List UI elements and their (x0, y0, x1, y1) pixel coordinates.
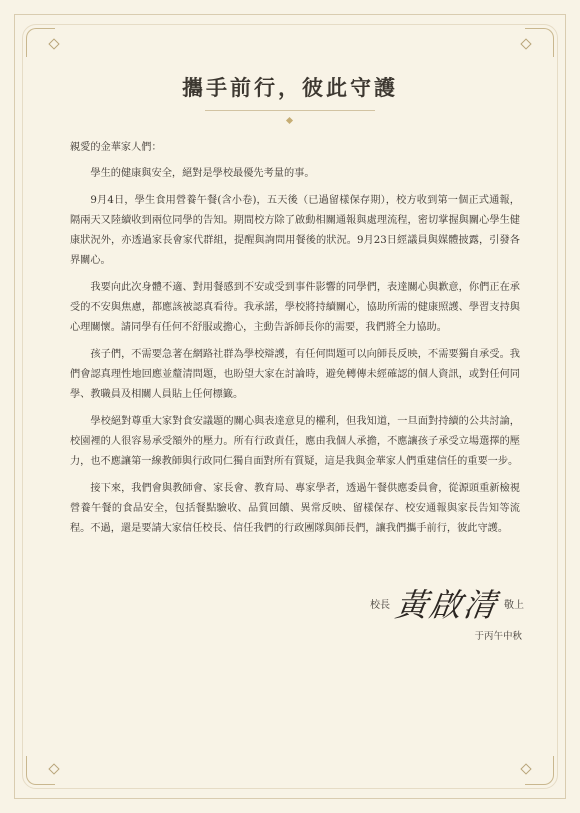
letter-date: 于丙午中秋 (474, 631, 522, 642)
paragraph-4: 孩子們，不需要急著在網路社群為學校辯護，有任何問題可以向師長反映，不需要獨自承受。我們會認真理性地回應並釐清問題，也盼望大家在討論時，避免轉傳未經確認的個人資訊，或對任何同學、教職員及相關人員貼上任何標籤。 (70, 349, 520, 400)
signature-block (370, 578, 524, 628)
letter-title: 攜手前行，彼此守護 (182, 75, 398, 100)
paragraph-6: 接下來，我們會與教師會、家長會、教育局、專家學者，透過午餐供應委員會，從源頭重新檢視營養午餐的食品安全，包括餐點驗收、品質回饋、異常反映、留樣保存、校安通報與家長告知等流程。不過，還是要請大家信任校長、信任我們的行政團隊與師長們，讓我們攜手前行，彼此守護。 (70, 483, 520, 534)
letter-body (70, 138, 520, 546)
paragraph-5: 學校絕對尊重大家對食安議題的關心與表達意見的權利，但我知道，一旦面對持續的公共討論，校園裡的人很容易承受額外的壓力。所有行政責任，應由我個人承擔，不應讓孩子承受立場選擇的壓力，也不應讓第一線教師與行政同仁獨自面對所有質疑，這是我與金華家人們重建信任的重要一步。 (70, 416, 520, 467)
salutation: 親愛的金華家人們： (70, 142, 162, 153)
signature-prefix: 校長 (369, 599, 390, 611)
signature-suffix: 敬上 (504, 599, 524, 611)
paragraph-2: 9月4日，學生食用營養午餐(含小卷)，五天後（已過留樣保存期），校方收到第一個正式通報，隔兩天又陸續收到兩位同學的告知。期間校方除了啟動相關通報與處理流程，密切掌握與關心學生健康狀況外，亦透過家長會家代群組，提醒與詢問用餐後的狀況。9月23日經議員與媒體披露，引發各界關心。 (70, 195, 520, 266)
paragraph-1: 學生的健康與安全，絕對是學校最優先考量的事。 (90, 168, 315, 179)
paragraph-3: 我要向此次身體不適、對用餐感到不安或受到事件影響的同學們，表達關心與歉意，你們正在承受的不安與焦慮，都應該被認真看待。我承諾，學校將持續關心，協助所需的健康照護、學習支持與心理關懷。請同學有任何不舒服或擔心，主動告訴師長你的需要，我們將全力協助。 (70, 282, 520, 333)
title-divider (205, 110, 375, 111)
signature-name: 黃啟清 (393, 586, 501, 624)
